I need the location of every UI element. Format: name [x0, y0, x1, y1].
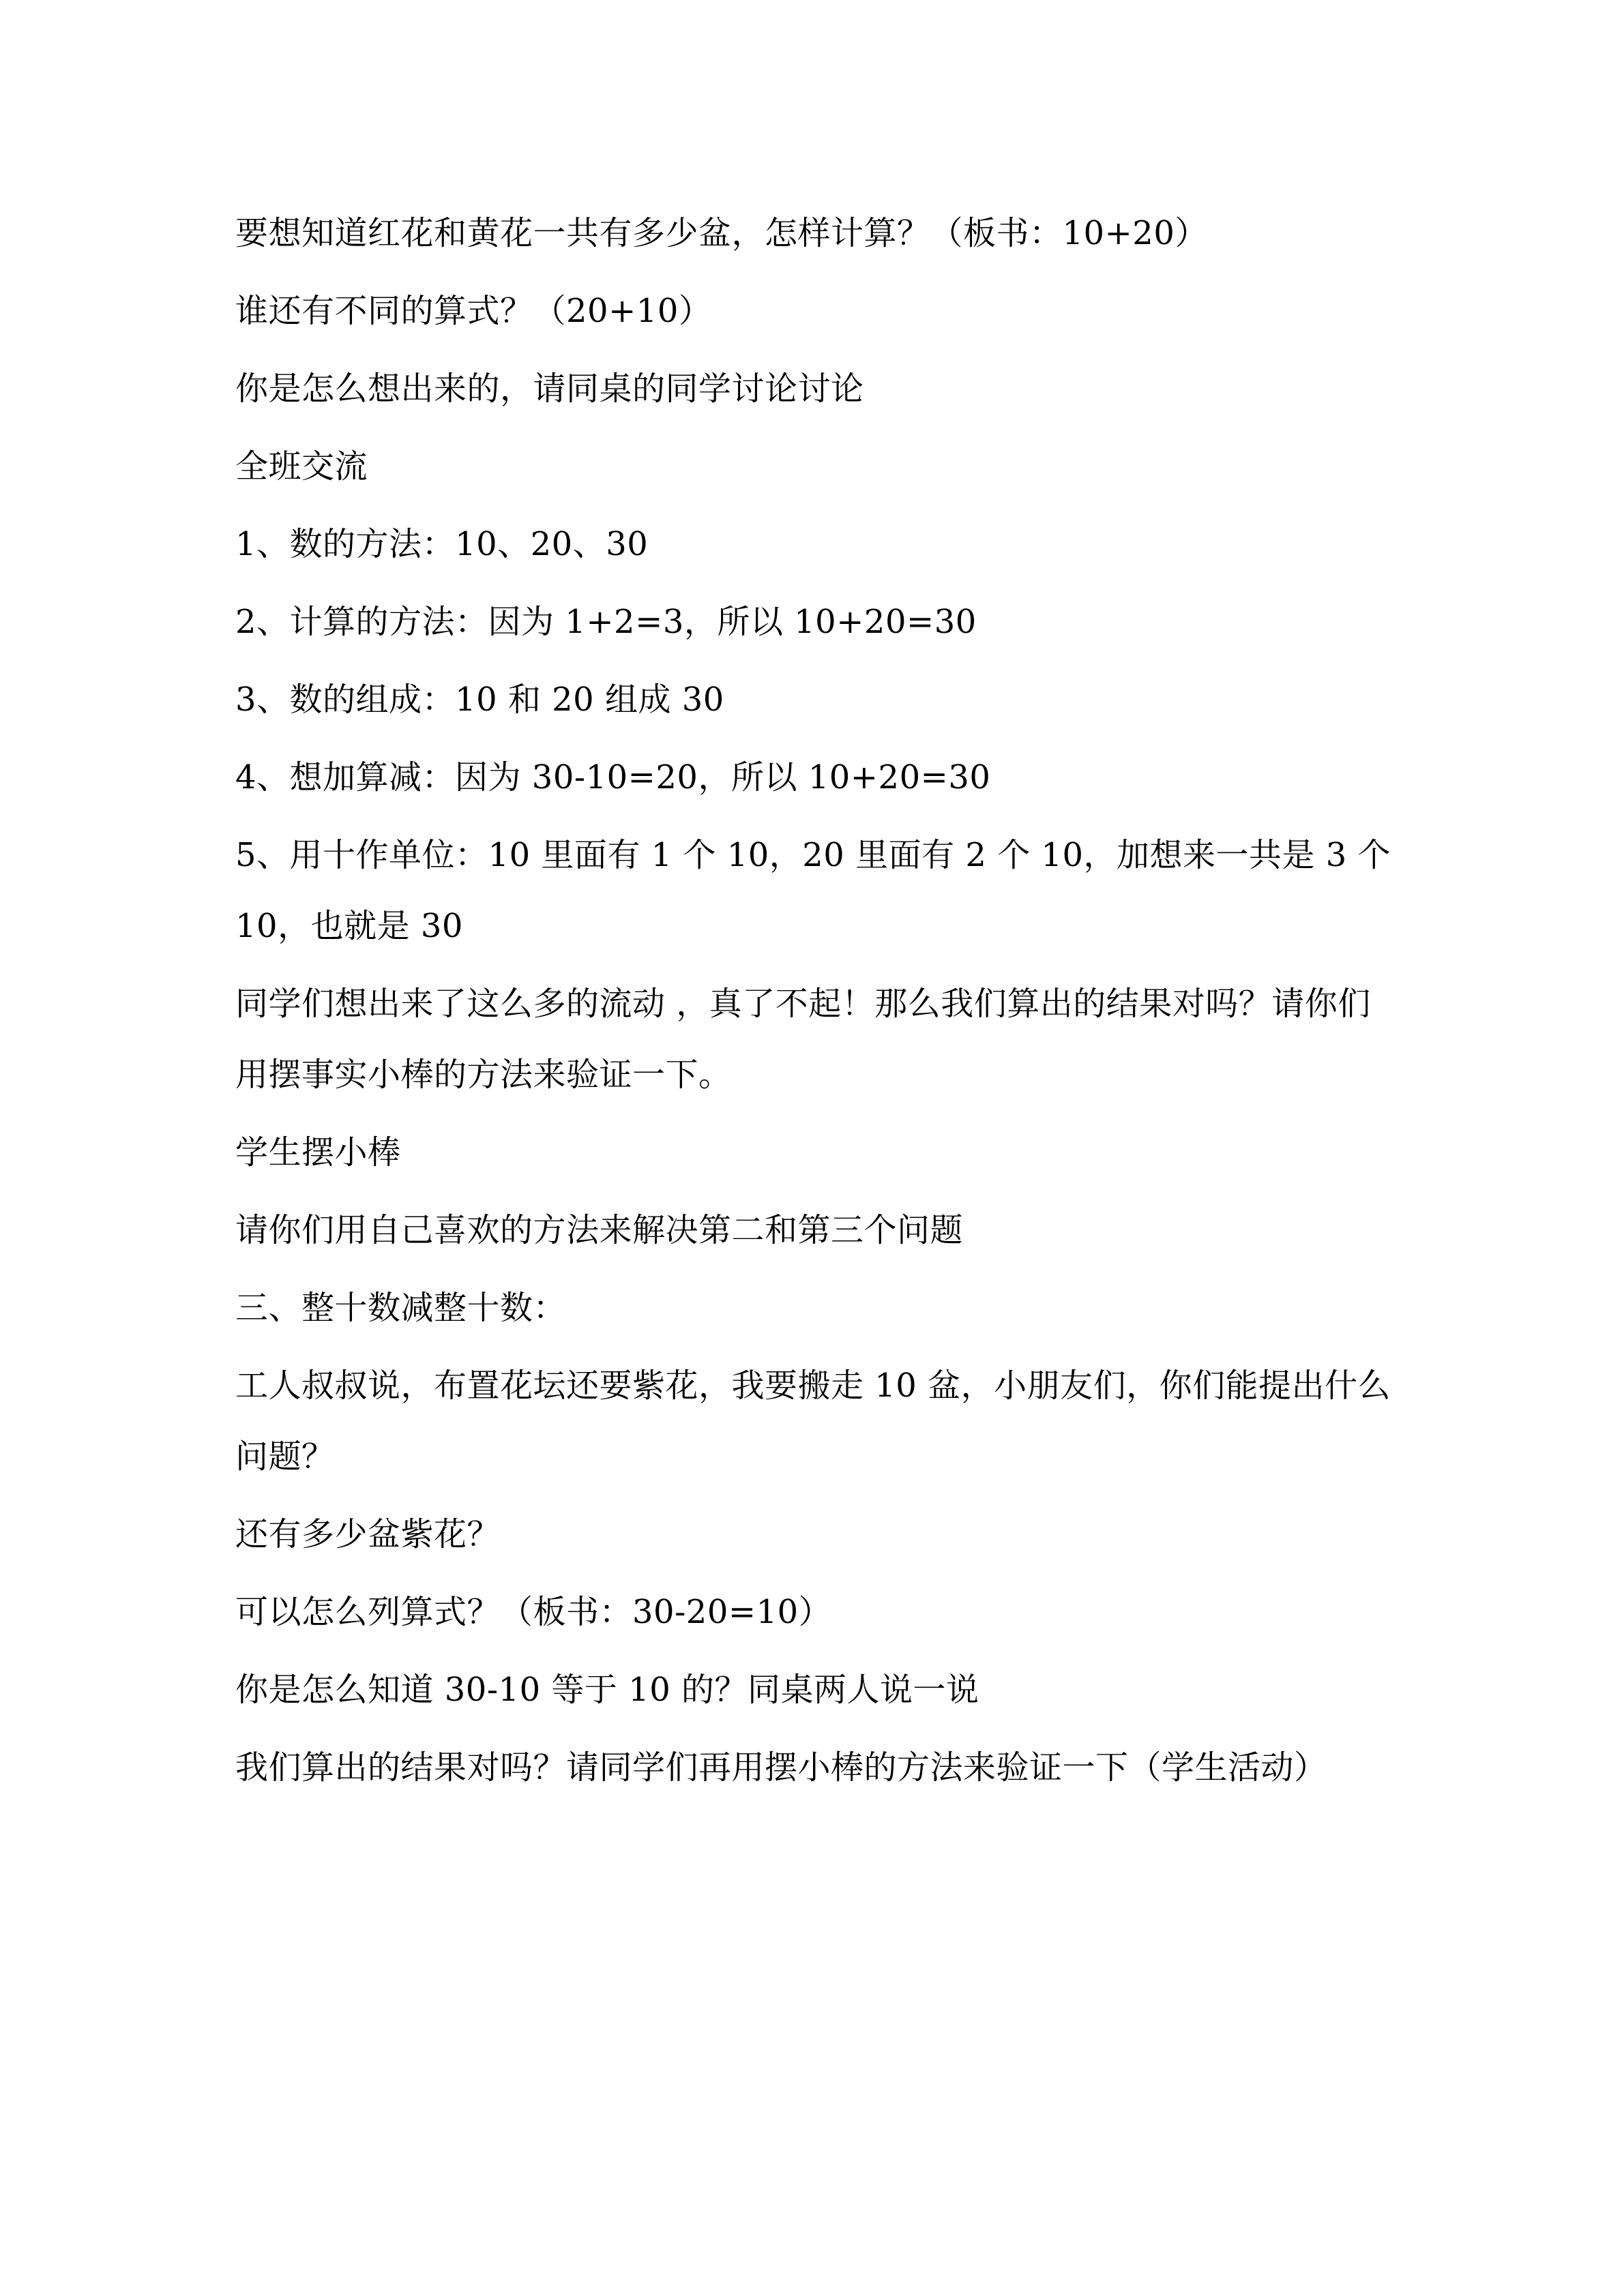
paragraph: 三、整十数减整十数： [235, 1289, 567, 1327]
paragraph: 3、数的组成：10 和 20 组成 30 [235, 681, 724, 719]
paragraph: 请你们用自己喜欢的方法来解决第二和第三个问题 [235, 1211, 964, 1249]
paragraph: 全班交流 [235, 447, 368, 486]
paragraph: 可以怎么列算式？（板书：30-20=10） [235, 1593, 832, 1631]
paragraph: 你是怎么知道 30-10 等于 10 的？同桌两人说一说 [235, 1671, 979, 1709]
paragraph: 4、想加算减：因为 30-10=20，所以 10+20=30 [235, 758, 991, 796]
paragraph: 同学们想出来了这么多的流动 ，真了不起！那么我们算出的结果对吗？请你们用摆事实小棒的方法来验证一下。 [235, 985, 1371, 1094]
document-body [235, 198, 1402, 1810]
paragraph: 我们算出的结果对吗？请同学们再用摆小棒的方法来验证一下（学生活动） [235, 1748, 1327, 1787]
paragraph: 你是怎么想出来的，请同桌的同学讨论讨论 [235, 370, 864, 408]
paragraph: 要想知道红花和黄花一共有多少盆，怎样计算？（板书：10+20） [235, 214, 1208, 252]
paragraph: 5、用十作单位：10 里面有 1 个 10，20 里面有 2 个 10，加想来一共是 3 个 10，也就是 30 [235, 836, 1402, 945]
paragraph: 还有多少盆紫花？ [235, 1515, 501, 1553]
paragraph: 1、数的方法：10、20、30 [235, 525, 649, 563]
paragraph: 谁还有不同的算式？（20+10） [235, 292, 712, 330]
paragraph: 学生摆小棒 [235, 1133, 401, 1172]
paragraph: 工人叔叔说，布置花坛还要紫花，我要搬走 10 盆，小朋友们，你们能提出什么问题？ [235, 1367, 1391, 1476]
paragraph: 2、计算的方法：因为 1+2=3，所以 10+20=30 [235, 603, 977, 641]
